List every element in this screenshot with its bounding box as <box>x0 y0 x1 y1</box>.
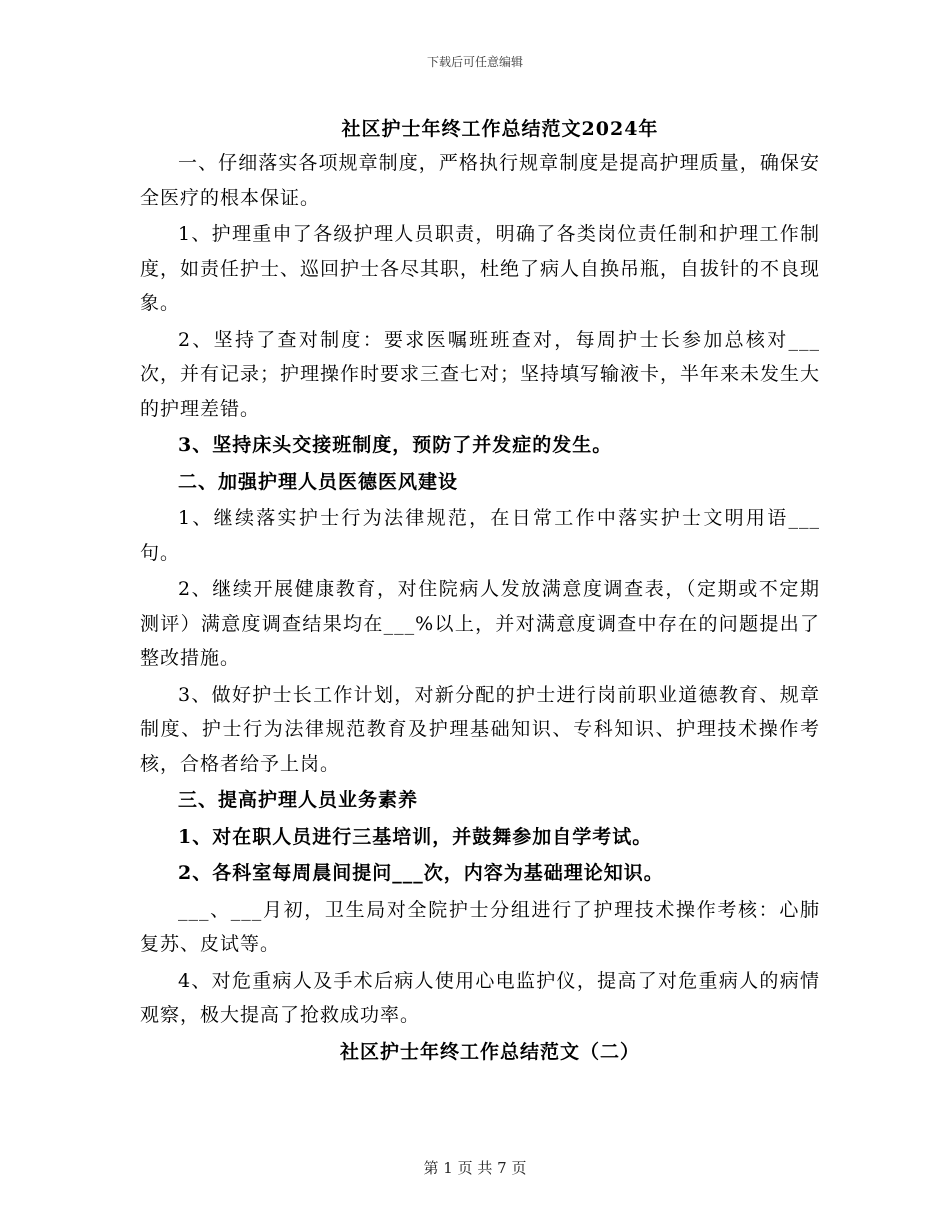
page-footer: 第 1 页 共 7 页 <box>423 1159 527 1177</box>
document-subtitle: 社区护士年终工作总结范文（二） <box>339 1040 640 1063</box>
paragraph-8: 3、做好护士长工作计划，对新分配的护士进行岗前职业道德教育、规章制度、护士行为法律规范教育及护理基础知识、专科知识、护理技术操作考核，合格者给予上岗。 <box>140 683 820 775</box>
header-note: 下载后可任意编辑 <box>426 55 523 69</box>
paragraph-2: 1、护理重申了各级护理人员职责，明确了各类岗位责任制和护理工作制度，如责任护士、巡回护士各尽其职，杜绝了病人自换吊瓶，自拔针的不良现象。 <box>140 223 821 314</box>
section-heading-2: 二、加强护理人员医德医风建设 <box>178 470 459 493</box>
paragraph-13: 4、对危重病人及手术后病人使用心电监护仪，提高了对危重病人的病情观察，极大提高了抢救成功率。 <box>140 969 820 1026</box>
paragraph-10: 1、对在职人员进行三基培训，并鼓舞参加自学考试。 <box>178 825 653 848</box>
document-body <box>140 112 820 1069</box>
section-heading-3: 三、提高护理人员业务素养 <box>178 789 419 811</box>
paragraph-1: 一、仔细落实各项规章制度，严格执行规章制度是提高护理质量，确保安全医疗的根本保证。 <box>140 152 820 209</box>
paragraph-3: 2、坚持了查对制度：要求医嘱班班查对，每周护士长参加总核对___次，并有记录；护理操作时要求三查七对；坚持填写输液卡，半年来未发生大的护理差错。 <box>140 328 821 420</box>
document-title: 社区护士年终工作总结范文2024年 <box>341 118 659 140</box>
paragraph-11: 2、各科室每周晨间提问___次，内容为基础理论知识。 <box>178 862 664 884</box>
paragraph-4: 3、坚持床头交接班制度，预防了并发症的发生。 <box>178 434 613 456</box>
paragraph-6: 1、继续落实护士行为法律规范，在日常工作中落实护士文明用语___句。 <box>140 507 820 564</box>
paragraph-7: 2、继续开展健康教育，对住院病人发放满意度调查表，（定期或不定期测评）满意度调查结果均在___%以上，并对满意度调查中存在的问题提出了整改措施。 <box>140 578 820 669</box>
paragraph-12: ___、___月初，卫生局对全院护士分组进行了护理技术操作考核：心肺复苏、皮试等。 <box>140 898 820 955</box>
